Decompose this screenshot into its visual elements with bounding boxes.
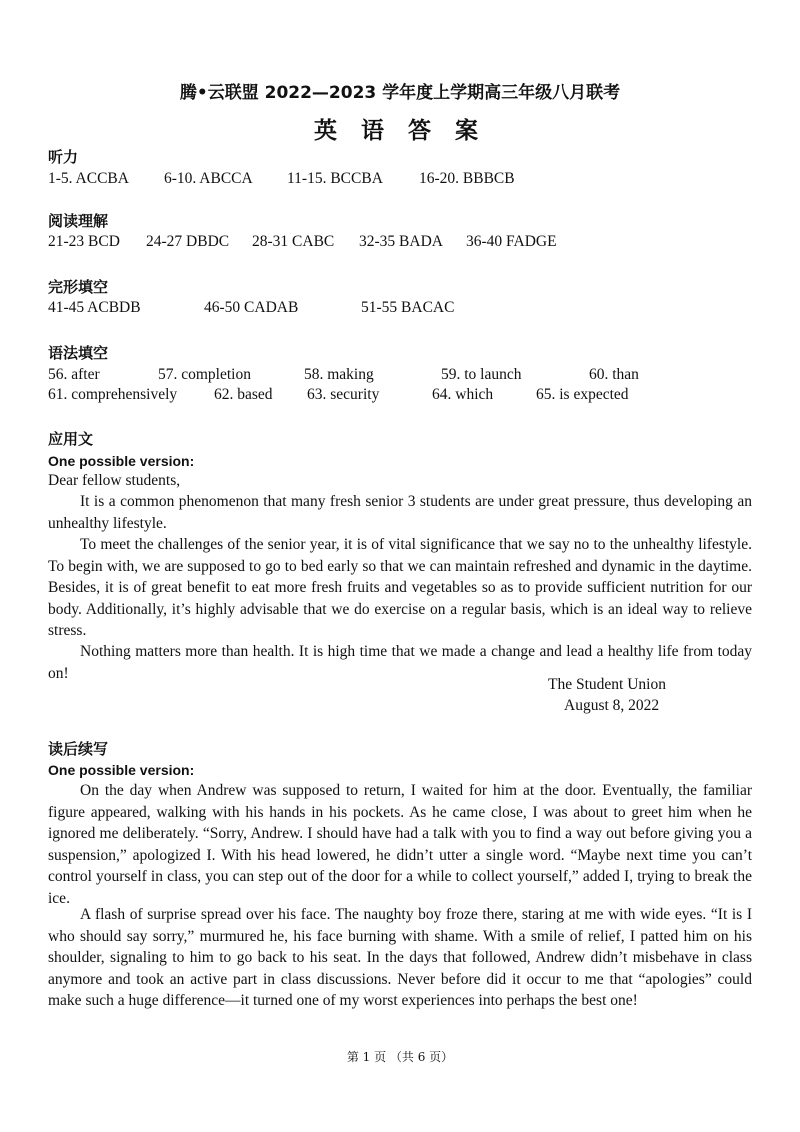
answer-group: 32-35 BADA [359, 233, 443, 250]
letter-signature: The Student Union [548, 676, 666, 693]
continuation-writing-heading: 读后续写 [48, 740, 109, 758]
letter-paragraph: Nothing matters more than health. It is high time that we made a change and lead a healthy life from today on! [48, 643, 752, 682]
answer-group: 41-45 ACBDB [48, 299, 141, 316]
answer-item: 56. after [48, 366, 100, 383]
answer-group: 11-15. BCCBA [287, 170, 383, 187]
answer-group: 16-20. BBBCB [419, 170, 515, 187]
answer-group: 46-50 CADAB [204, 299, 299, 316]
answer-group: 1-5. ACCBA [48, 170, 129, 187]
answer-item: 58. making [304, 366, 374, 383]
page-title: 腾•云联盟 2022—2023 学年度上学期高三年级八月联考 [179, 83, 621, 103]
cloze-heading: 完形填空 [48, 278, 109, 296]
listening-heading: 听力 [48, 148, 79, 166]
answer-group: 28-31 CABC [252, 233, 335, 250]
answer-item: 62. based [214, 386, 273, 403]
answer-group: 21-23 BCD [48, 233, 120, 250]
answer-item: 64. which [432, 386, 494, 403]
page-subtitle: 英 语 答 案 [313, 118, 487, 144]
practical-writing-heading: 应用文 [48, 430, 94, 448]
version-label: One possible version: [48, 762, 195, 778]
answer-item: 61. comprehensively [48, 386, 178, 403]
answer-item: 57. completion [158, 366, 251, 383]
grammar-heading: 语法填空 [48, 344, 109, 362]
answer-item: 59. to launch [441, 366, 522, 383]
answer-group: 6-10. ABCCA [164, 170, 253, 187]
answer-group: 51-55 BACAC [361, 299, 455, 316]
answer-item: 65. is expected [536, 386, 629, 403]
reading-heading: 阅读理解 [48, 212, 109, 230]
story-paragraph: On the day when Andrew was supposed to return, I waited for him at the door. Eventually, the familiar figure appeared, walking with his hands in his pockets. As he came close, I was about to greet him when he ignored me deliberately. “Sorry, Andrew. I should have had a talk with you to find a way out before giving you a suspension,” apologized I. With his head lowered, he didn’t utter a single word. “Maybe next time you can’t control yourself in class, you can step out of the door for a while to collect yourself,” added I, trying to break the ice. [48, 782, 752, 907]
answer-item: 60. than [589, 366, 639, 383]
answer-group: 24-27 DBDC [146, 233, 230, 250]
letter-date: August 8, 2022 [564, 697, 660, 714]
letter-paragraph: To meet the challenges of the senior year, it is of vital significance that we say no to the unhealthy lifestyle. To begin with, we are supposed to go to bed early so that we can maintain refreshed and dynamic in the daytime. Besides, it is of great benefit to eat more fresh fruits and vegetables so as to provide sufficient nutrition for our body. Additionally, it’s highly advisable that we do exercise on a regular basis, which is an ideal way to relieve stress. [48, 536, 752, 639]
page-number: 第 1 页 （共 6 页） [346, 1050, 454, 1064]
letter-paragraph: It is a common phenomenon that many fresh senior 3 students are under great pressure, thus developing an unhealthy lifestyle. [48, 493, 752, 532]
story-paragraph: A flash of surprise spread over his face. The naughty boy froze there, staring at me with wide eyes. “It is I who should say sorry,” murmured he, his face burning with shame. With a smile of relief, I patted him on his shoulder, signaling to him to go back to his seat. In the days that followed, Andrew didn’t misbehave in class anymore and took an active part in class discussions. Never before did it occur to me that “apologies” could make such a huge difference—it turned one of my worst experiences into perhaps the best one! [48, 906, 752, 1009]
answer-group: 36-40 FADGE [466, 233, 557, 250]
version-label: One possible version: [48, 453, 195, 469]
letter-greeting: Dear fellow students, [48, 472, 181, 489]
answer-item: 63. security [307, 386, 380, 403]
